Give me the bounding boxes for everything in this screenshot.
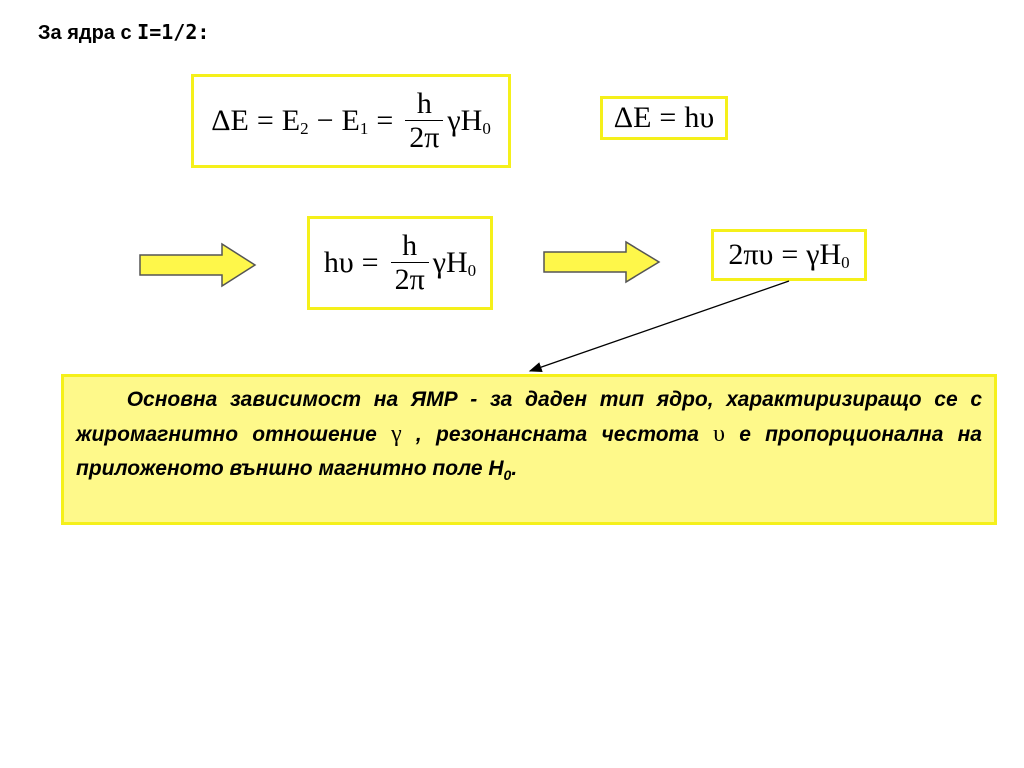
h-over-2pi-fraction: [405, 88, 443, 154]
planck-formula: [600, 96, 728, 140]
note-comma: ,: [401, 423, 422, 446]
e2-symbol: E: [281, 104, 301, 137]
title-prefix: За ядра с: [38, 22, 138, 44]
gamma-h: γH: [447, 104, 483, 137]
e1-subscript: 1: [359, 119, 369, 138]
right-arrow-icon: [138, 242, 258, 288]
equals-sign-2: =: [376, 104, 394, 137]
equals-sign: =: [659, 101, 677, 134]
equals-sign: =: [361, 246, 379, 279]
substitution-lhs: hυ: [323, 246, 354, 279]
planck-rhs: hυ: [684, 101, 715, 134]
h0-subscript: 0: [482, 119, 491, 138]
equals-sign: =: [781, 238, 799, 271]
h0-subscript: 0: [841, 253, 850, 272]
note-end: .: [511, 457, 518, 480]
note-text-3: е пропорционална на приложеното външно магнитно поле Н: [76, 423, 982, 480]
gamma-h: γH: [806, 238, 842, 271]
title-spin: I=1/2:: [137, 20, 210, 44]
fraction-denominator: 2π: [405, 120, 443, 154]
note-h0-subscript: 0: [503, 467, 512, 484]
gamma-h: γH: [432, 246, 468, 279]
note-text-1: Основна зависимост на ЯМР - за даден тип ядро, характиризиращо се с жиромагнитно отношение: [76, 388, 983, 446]
resonance-formula: [711, 229, 867, 281]
gamma-symbol: γ: [391, 421, 402, 447]
fraction-numerator: h: [402, 229, 418, 263]
planck-lhs: ΔE: [613, 101, 652, 134]
resonance-lhs: 2πυ: [728, 238, 774, 271]
substitution-formula: [307, 216, 493, 310]
energy-difference-formula: [191, 74, 511, 168]
right-arrow-icon: [542, 240, 662, 284]
nmr-principle-note: [61, 374, 997, 525]
h-over-2pi-fraction: [391, 230, 429, 296]
page-title: [38, 20, 209, 45]
fraction-numerator: h: [416, 87, 432, 121]
equals-sign: =: [256, 104, 274, 137]
h0-subscript: 0: [467, 261, 477, 280]
e2-subscript: 2: [300, 119, 309, 138]
e1-symbol: E: [341, 104, 360, 137]
fraction-denominator: 2π: [391, 262, 429, 296]
upsilon-symbol: υ: [713, 421, 726, 447]
minus-sign: −: [316, 104, 334, 137]
note-text-2: резонансната честота: [421, 423, 699, 446]
delta-e: ΔE: [211, 104, 249, 137]
